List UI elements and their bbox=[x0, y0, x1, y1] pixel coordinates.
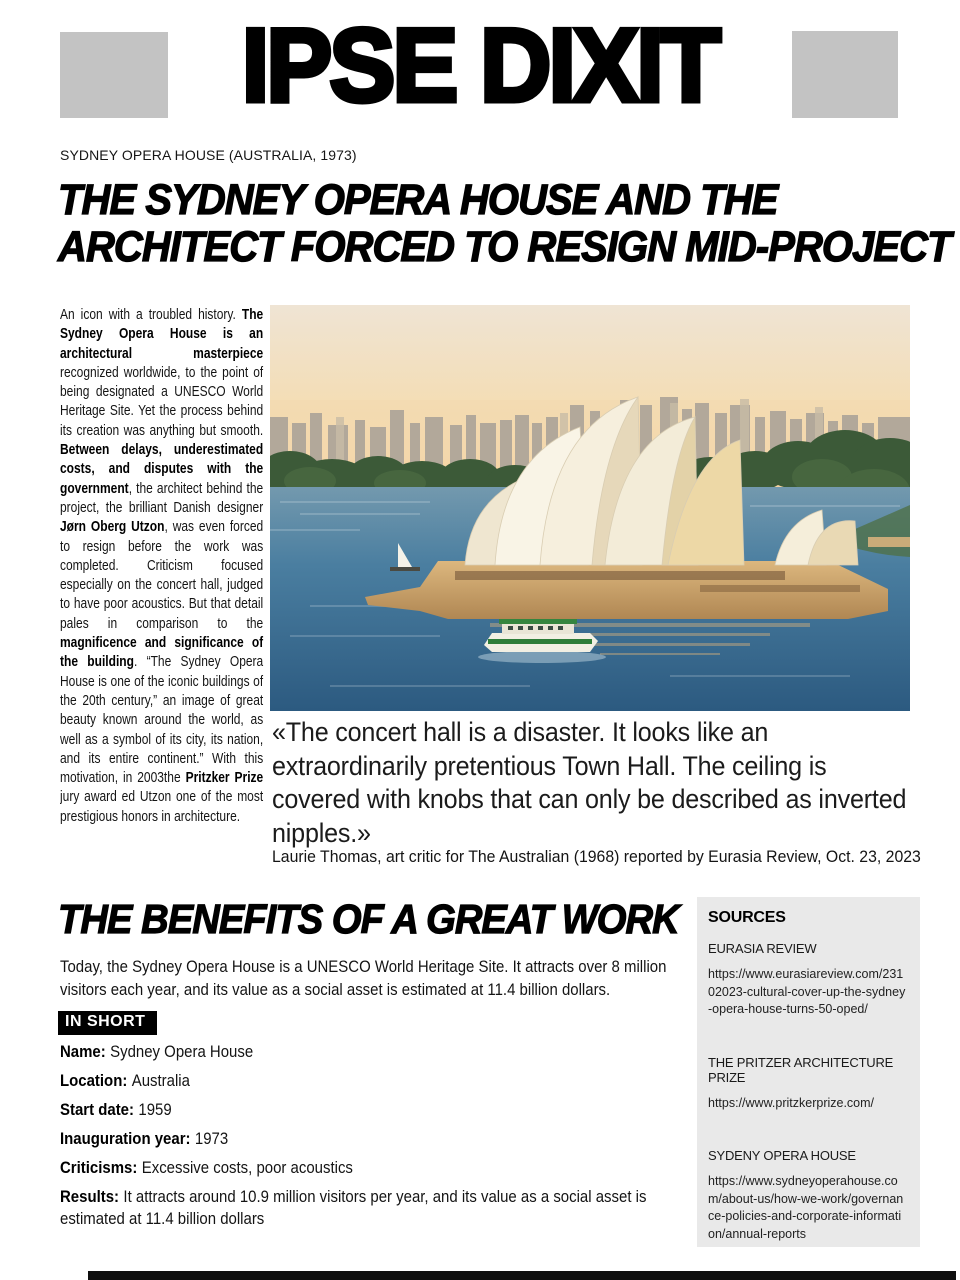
quote-attribution: Laurie Thomas, art critic for The Australian (1968) reported by Eurasia Review, Oct. 23, 2023 bbox=[272, 847, 921, 866]
source-name-pritzker: THE PRITZER ARCHITECTURE PRIZE bbox=[708, 1054, 894, 1085]
article-body: An icon with a troubled history. The Sydney Opera House is an architectural masterpiece recognized worldwide, to the point of being designated a UNESCO World Heritage Site. Yet the process behind its creation was anything but smooth. Between delays, underestimated costs, and disputes with the government, the architect behind the project, the brilliant Danish designer Jørn Oberg Utzon, was even forced to resign before the work was completed. Criticism focused especially on the concert hall, judged to have poor acoustics. But that detail pales in comparison to the magnificence and significance of the building. “The Sydney Opera House is one of the iconic buildings of the 20th century,” an image of great beauty known around the world, as well as a symbol of its city, its nation, and its entire continent.” With this motivation, in 2003the Pritzker Prize jury award ed Utzon one of the most prestigious honors in architecture. bbox=[60, 306, 264, 825]
source-name-eurasia: EURASIA REVIEW bbox=[708, 941, 817, 956]
masthead-title: IPSE DIXIT bbox=[241, 8, 719, 124]
in-short-item-start-date bbox=[60, 1099, 702, 1121]
in-short-label: Inauguration year: bbox=[60, 1129, 191, 1148]
in-short-value: Australia bbox=[131, 1071, 190, 1090]
in-short-label: Start date: bbox=[60, 1100, 134, 1119]
headline-line-1: THE SYDNEY OPERA HOUSE AND THE bbox=[58, 176, 778, 224]
in-short-value: 1959 bbox=[138, 1100, 172, 1119]
in-short-list bbox=[60, 1041, 702, 1237]
in-short-item-criticisms bbox=[60, 1157, 702, 1179]
in-short-label: Name: bbox=[60, 1042, 106, 1061]
in-short-label: Results: bbox=[60, 1187, 120, 1206]
sources-title: SOURCES bbox=[708, 909, 786, 926]
in-short-item-name bbox=[60, 1041, 702, 1063]
source-name-opera-house: SYDENY OPERA HOUSE bbox=[708, 1148, 856, 1163]
in-short-value: 1973 bbox=[194, 1129, 229, 1148]
in-short-label: Location: bbox=[60, 1071, 128, 1090]
in-short-value: Excessive costs, poor acoustics bbox=[141, 1158, 353, 1177]
in-short-item-inauguration bbox=[60, 1128, 702, 1150]
sources-box bbox=[697, 897, 920, 1247]
opera-house-photo bbox=[270, 305, 910, 711]
benefits-headline: THE BENEFITS OF A GREAT WORK bbox=[58, 896, 679, 942]
in-short-value: It attracts around 10.9 million visitors per year, and its value as a social asset is estimated at 11.4 billion dollars bbox=[60, 1187, 647, 1228]
headline-line-2: ARCHITECT FORCED TO RESIGN MID-PROJECT bbox=[58, 223, 951, 271]
source-url-pritzker[interactable]: https://www.pritzkerprize.com/ bbox=[708, 1095, 875, 1110]
in-short-badge: IN SHORT bbox=[58, 1011, 157, 1035]
pull-quote: «The concert hall is a disaster. It looks like an extraordinarily pretentious Town Hall. The ceiling is covered with knobs that can only be described as inverted nipples.» bbox=[272, 717, 907, 848]
in-short-item-results bbox=[60, 1186, 702, 1230]
in-short-label: Criticisms: bbox=[60, 1158, 138, 1177]
source-url-opera-house[interactable]: https://www.sydneyoperahouse.com/about-us/how-we-work/governance-policies-and-corporate-information/annual-reports bbox=[708, 1174, 904, 1241]
article-kicker: SYDNEY OPERA HOUSE (AUSTRALIA, 1973) bbox=[60, 147, 357, 163]
footer-bar bbox=[88, 1271, 956, 1280]
in-short-value: Sydney Opera House bbox=[110, 1042, 254, 1061]
article-headline bbox=[58, 176, 951, 271]
benefits-paragraph: Today, the Sydney Opera House is a UNESCO World Heritage Site. It attracts over 8 million visitors each year, and its value as a social asset is estimated at 11.4 billion dollars. bbox=[60, 957, 667, 999]
source-url-eurasia[interactable]: https://www.eurasiareview.com/23102023-cultural-cover-up-the-sydney-opera-house-turns-50-oped/ bbox=[708, 967, 906, 1016]
in-short-item-location bbox=[60, 1070, 702, 1092]
opera-house-illustration bbox=[270, 305, 910, 711]
